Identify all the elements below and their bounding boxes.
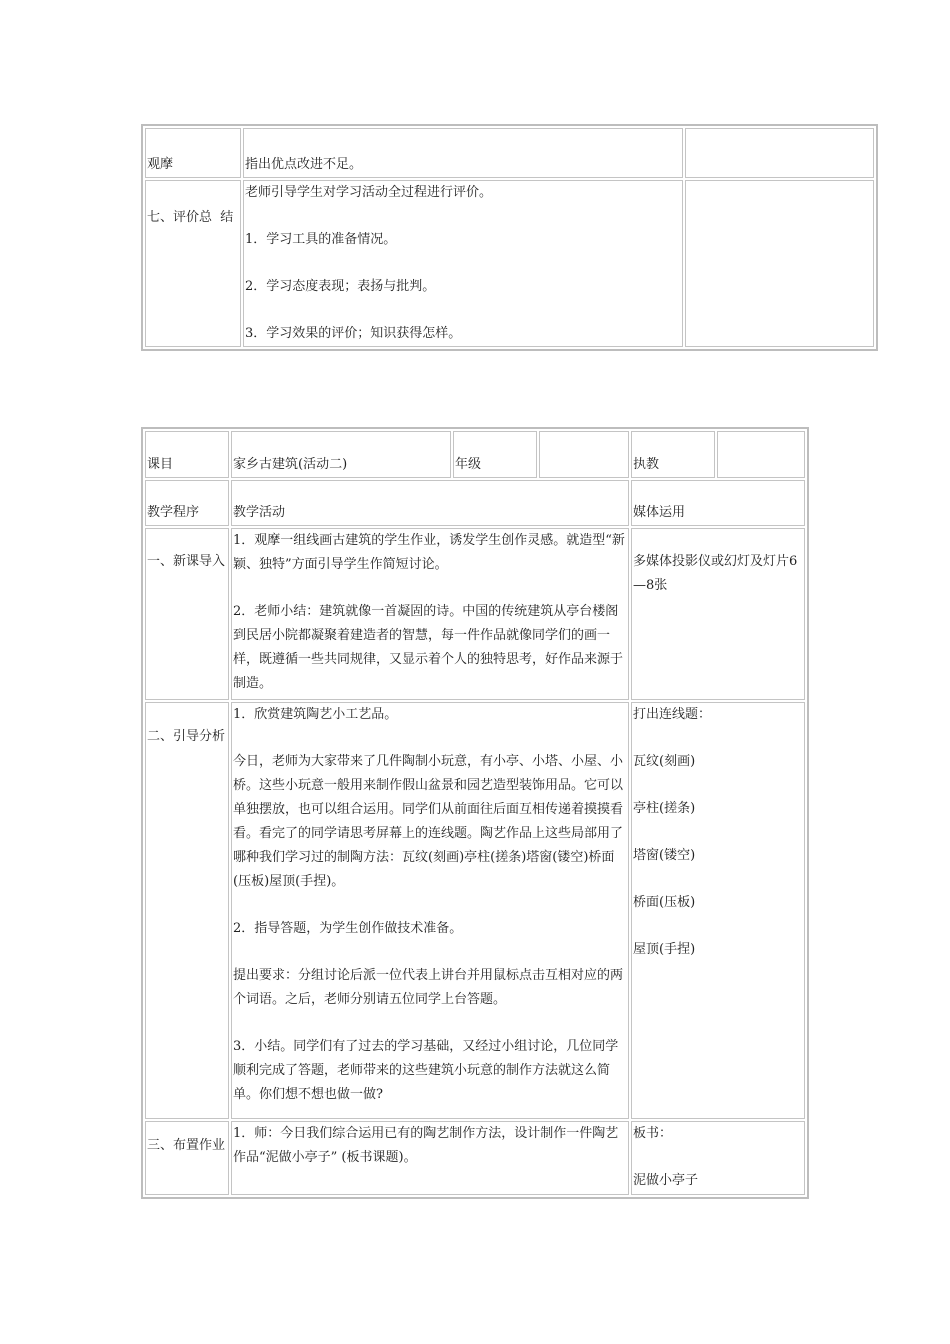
media-line: 泥做小亭子 <box>633 1173 699 1188</box>
activity-paragraph: 2．老师小结：建筑就像一首凝固的诗。中国的传统建筑从亭台楼阁到民居小院都凝聚着建造者的智慧，每一件作品就像同学们的画一样，既遵循一些共同规律，又显示着个人的独特思考，好作品来源于制造。 <box>233 604 624 691</box>
activity-paragraph: 2．指导答题，为学生创作做技术准备。 <box>233 921 463 936</box>
cell-observe-content: 指出优点改进不足。 <box>243 128 683 178</box>
media-line: 瓦纹(刻画) <box>633 754 696 769</box>
header-media: 媒体运用 <box>631 480 805 526</box>
media-line: 桥面(压板) <box>633 895 696 910</box>
evaluation-table <box>141 124 878 351</box>
media-analysis <box>631 702 805 1119</box>
label-grade: 年级 <box>453 431 537 478</box>
media-intro <box>631 528 805 700</box>
cell-stage-evaluate <box>145 180 241 347</box>
label-teacher: 执教 <box>631 431 715 478</box>
label-course: 课目 <box>145 431 229 478</box>
step-analysis: 二、引导分析 <box>145 702 229 1119</box>
cell-evaluate-media <box>685 180 874 347</box>
grade-value <box>539 431 629 478</box>
course-name: 家乡古建筑(活动二) <box>231 431 451 478</box>
media-line: 打出连线题： <box>633 707 712 722</box>
activity-paragraph: 提出要求：分组讨论后派一位代表上讲台并用鼠标点击互相对应的两个词语。之后，老师分别请五位同学上台答题。 <box>233 968 624 1007</box>
header-procedure: 教学程序 <box>145 480 229 526</box>
step-homework: 三、布置作业 <box>145 1121 229 1195</box>
evaluate-line: 2．学习态度表现；表扬与批判。 <box>245 279 436 294</box>
step-intro: 一、新课导入 <box>145 528 229 700</box>
activity-homework <box>231 1121 629 1195</box>
media-line: 多媒体投影仪或幻灯及灯片6—8张 <box>633 554 798 593</box>
cell-stage-observe: 观摩 <box>145 128 241 178</box>
teacher-value <box>717 431 805 478</box>
cell-evaluate-content <box>243 180 683 347</box>
activity-paragraph: 3．小结。同学们有了过去的学习基础，又经过小组讨论，几位同学顺利完成了答题，老师带来的这些建筑小玩意的制作方法就这么简单。你们想不想也做一做? <box>233 1039 619 1102</box>
media-line: 屋顶(手捏) <box>633 942 696 957</box>
activity-paragraph: 今日，老师为大家带来了几件陶制小玩意，有小亭、小塔、小屋、小桥。这些小玩意一般用来制作假山盆景和园艺造型装饰用品。它可以单独摆放，也可以组合运用。同学们从前面往后面互相传递着摸摸看看。看完了的同学请思考屏幕上的连线题。陶艺作品上这些局部用了哪种我们学习过的制陶方法：瓦纹(刻画)亭柱(搓条)塔窗(镂空)桥面(压板)屋顶(手捏)。 <box>233 754 624 889</box>
evaluate-line: 老师引导学生对学习活动全过程进行评价。 <box>245 185 493 200</box>
media-homework <box>631 1121 805 1195</box>
activity-paragraph: 1．师：今日我们综合运用已有的陶艺制作方法，设计制作一件陶艺作品“泥做小亭子” (板书课题)。 <box>233 1126 619 1165</box>
activity-paragraph: 1．观摩一组线画古建筑的学生作业，诱发学生创作灵感。就造型“新颖、独特”方面引导学生作简短讨论。 <box>233 533 625 572</box>
header-activity: 教学活动 <box>231 480 629 526</box>
evaluate-line: 1．学习工具的准备情况。 <box>245 232 397 247</box>
media-line: 亭柱(搓条) <box>633 801 696 816</box>
lesson-plan-table <box>141 427 809 1199</box>
media-line: 塔窗(镂空) <box>633 848 696 863</box>
activity-paragraph: 1．欣赏建筑陶艺小工艺品。 <box>233 707 398 722</box>
media-line: 板书： <box>633 1126 673 1141</box>
stage-evaluate-label: 七、评价总 结 <box>147 210 234 225</box>
cell-observe-media <box>685 128 874 178</box>
activity-intro <box>231 528 629 700</box>
evaluate-line: 3．学习效果的评价；知识获得怎样。 <box>245 326 462 341</box>
activity-analysis <box>231 702 629 1119</box>
